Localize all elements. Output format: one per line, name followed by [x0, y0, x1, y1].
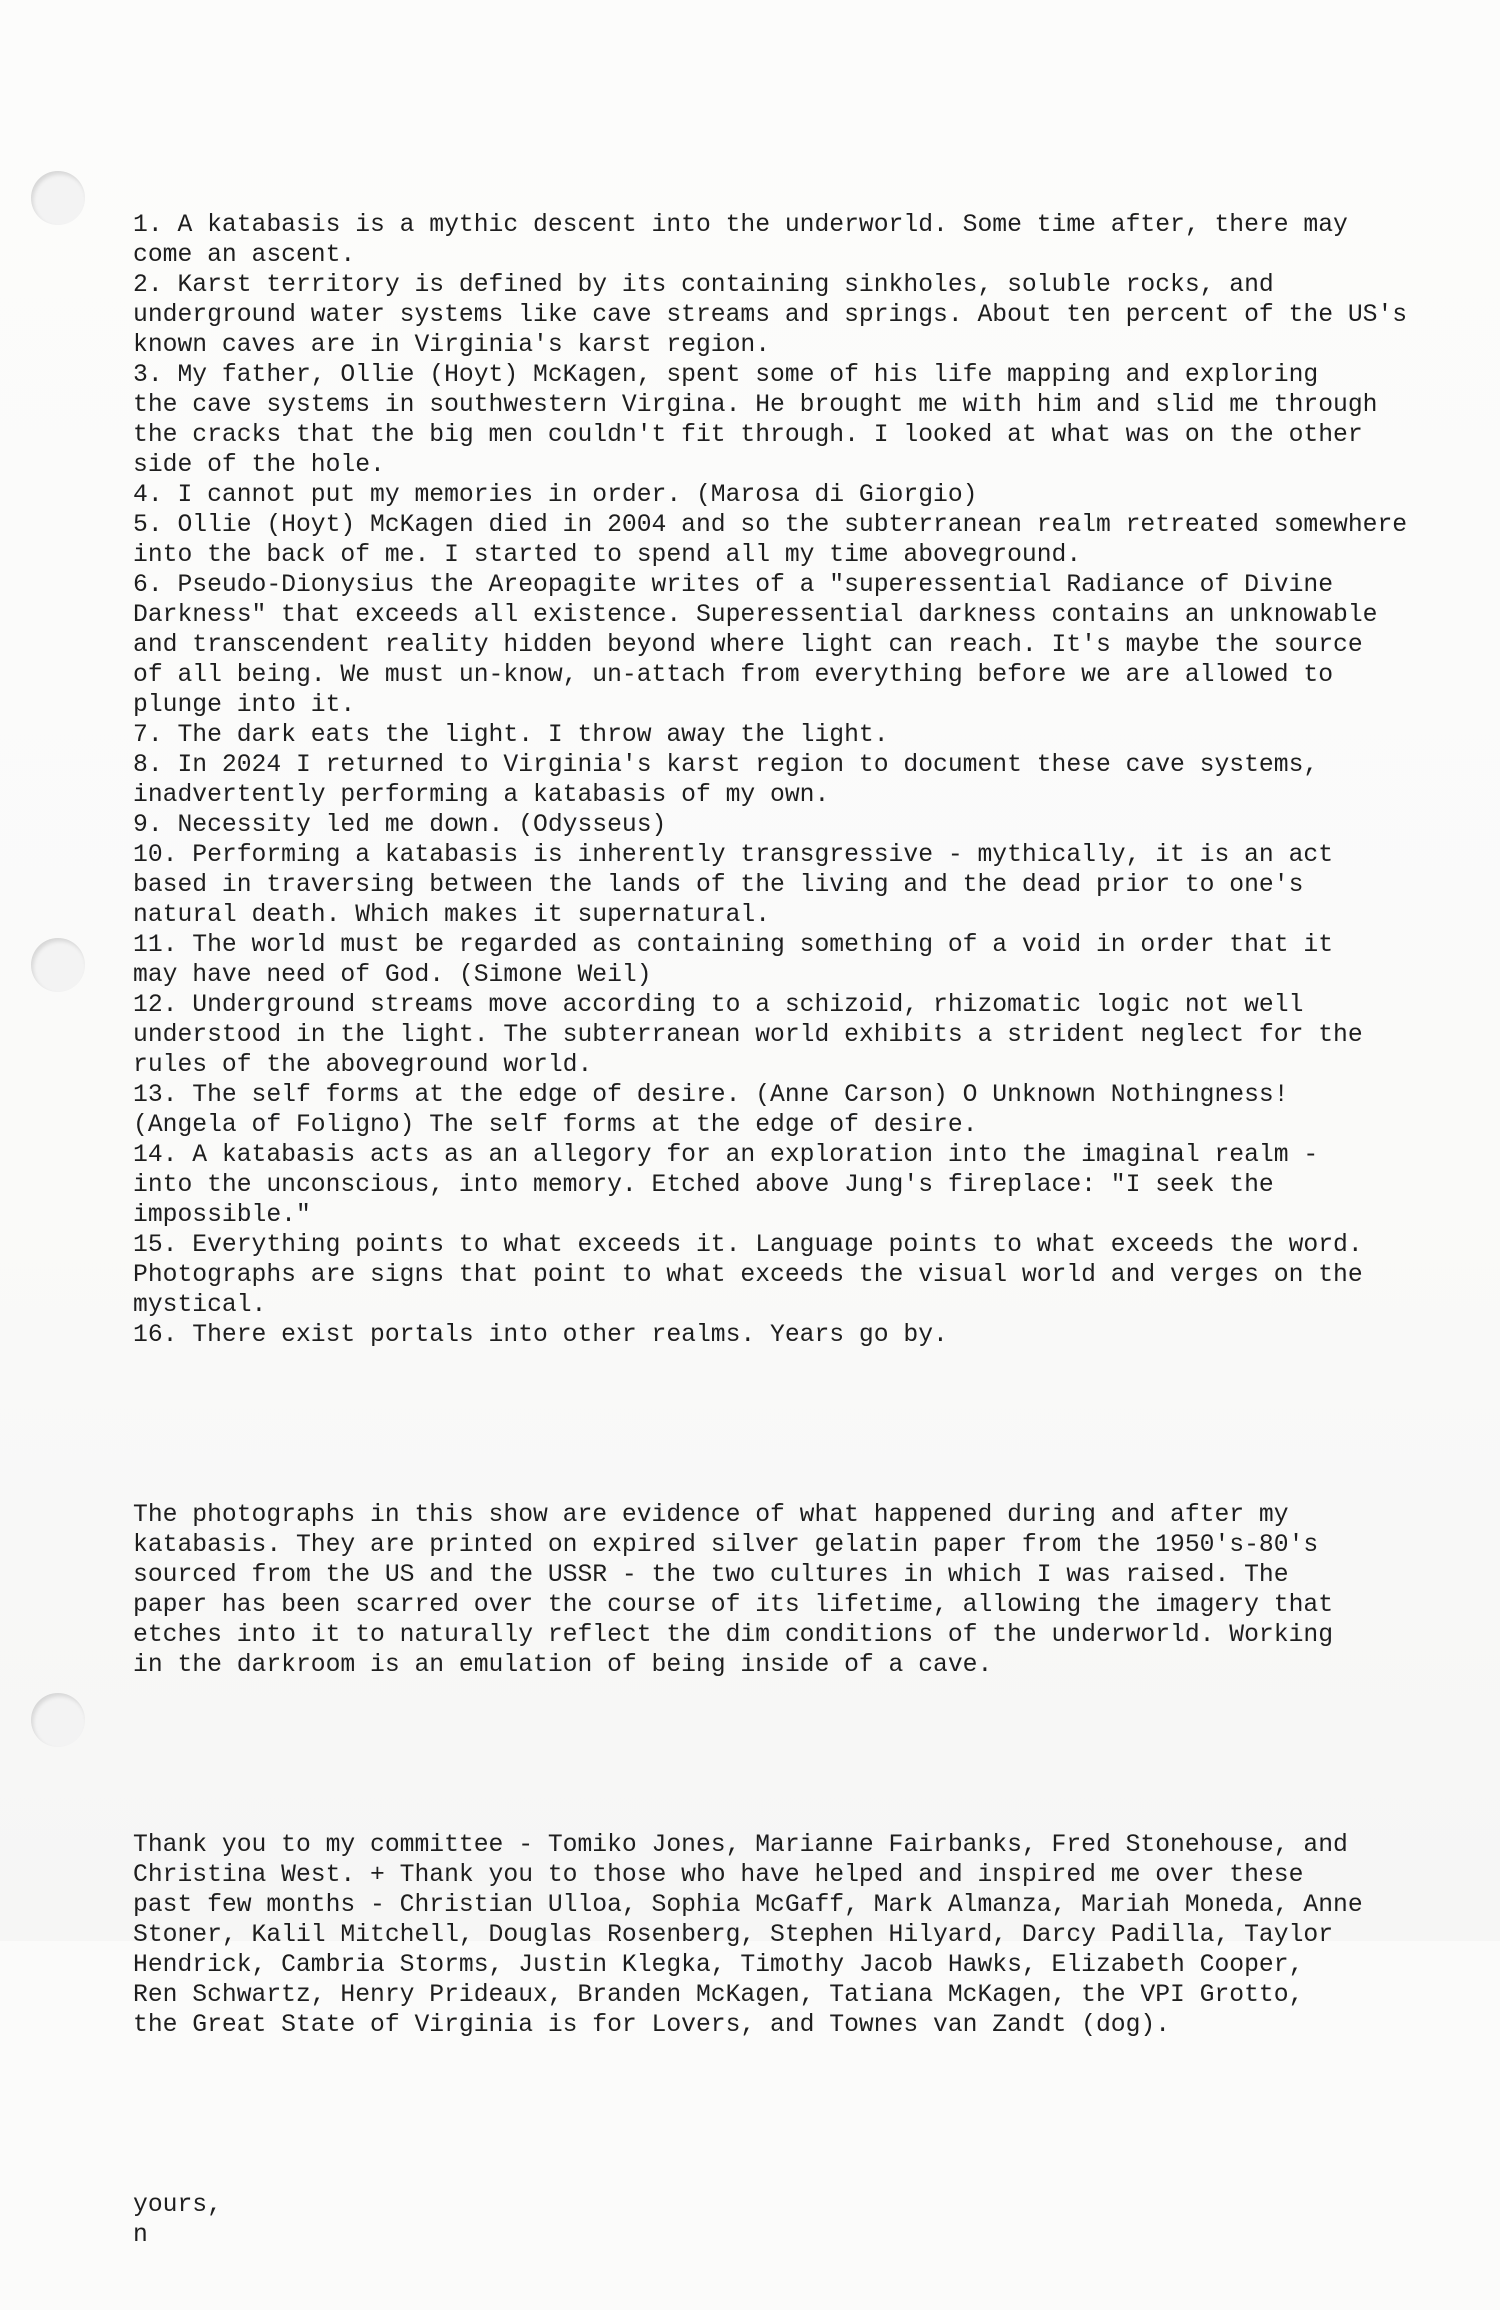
blank-line — [133, 1410, 1407, 1440]
text-line: mystical. — [133, 1291, 267, 1319]
text-line: inadvertently performing a katabasis of my own. — [133, 781, 830, 809]
text-line: based in traversing between the lands of the living and the dead prior to one's — [133, 871, 1304, 899]
text-line: Thank you to my committee - Tomiko Jones, Marianne Fairbanks, Fred Stonehouse, and — [133, 1831, 1348, 1859]
text-line: in the darkroom is an emulation of being inside of a cave. — [133, 1651, 993, 1679]
text-line: known caves are in Virginia's karst region. — [133, 331, 771, 359]
text-line: Ren Schwartz, Henry Prideaux, Branden McKagen, Tatiana McKagen, the VPI Grotto, — [133, 1981, 1304, 2009]
text-line: paper has been scarred over the course of its lifetime, allowing the imagery that — [133, 1591, 1334, 1619]
text-line: 6. Pseudo-Dionysius the Areopagite writes of a "superessential Radiance of Divine — [133, 571, 1334, 599]
text-line: past few months - Christian Ulloa, Sophia McGaff, Mark Almanza, Mariah Moneda, Anne — [133, 1891, 1363, 1919]
text-line: 7. The dark eats the light. I throw away the light. — [133, 721, 889, 749]
text-line: The photographs in this show are evidence of what happened during and after my — [133, 1501, 1289, 1529]
text-line: (Angela of Foligno) The self forms at the edge of desire. — [133, 1111, 978, 1139]
text-line: 3. My father, Ollie (Hoyt) McKagen, spent some of his life mapping and exploring — [133, 361, 1319, 389]
text-line: 10. Performing a katabasis is inherently transgressive - mythically, it is an act — [133, 841, 1334, 869]
text-line: 1. A katabasis is a mythic descent into the underworld. Some time after, there may — [133, 211, 1348, 239]
text-line: understood in the light. The subterranean world exhibits a strident neglect for the — [133, 1021, 1363, 1049]
text-line: plunge into it. — [133, 691, 356, 719]
text-line: 15. Everything points to what exceeds it. Language points to what exceeds the word. — [133, 1231, 1363, 1259]
text-line: rules of the aboveground world. — [133, 1051, 593, 1079]
text-line: may have need of God. (Simone Weil) — [133, 961, 652, 989]
text-line: Christina West. + Thank you to those who have helped and inspired me over these — [133, 1861, 1304, 1889]
text-line: the cracks that the big men couldn't fit through. I looked at what was on the other — [133, 421, 1363, 449]
text-line: 9. Necessity led me down. (Odysseus) — [133, 811, 667, 839]
text-line: natural death. Which makes it supernatural. — [133, 901, 771, 929]
text-line: n — [133, 2221, 148, 2249]
text-line: underground water systems like cave streams and springs. About ten percent of the US's — [133, 301, 1408, 329]
text-line: 13. The self forms at the edge of desire. (Anne Carson) O Unknown Nothingness! — [133, 1081, 1289, 1109]
text-line: sourced from the US and the USSR - the two cultures in which I was raised. The — [133, 1561, 1289, 1589]
blank-line — [133, 1740, 1407, 1770]
blank-line — [133, 2100, 1407, 2130]
text-line: Photographs are signs that point to what exceeds the visual world and verges on the — [133, 1261, 1363, 1289]
text-line: Hendrick, Cambria Storms, Justin Klegka, Timothy Jacob Hawks, Elizabeth Cooper, — [133, 1951, 1304, 1979]
text-line: into the back of me. I started to spend all my time aboveground. — [133, 541, 1082, 569]
text-line: etches into it to naturally reflect the dim conditions of the underworld. Working — [133, 1621, 1334, 1649]
text-line: into the unconscious, into memory. Etched above Jung's fireplace: "I seek the — [133, 1171, 1274, 1199]
numbered-notes — [133, 210, 1407, 1350]
text-line: of all being. We must un-know, un-attach from everything before we are allowed to — [133, 661, 1334, 689]
punch-hole — [31, 938, 85, 992]
punch-hole — [31, 171, 85, 225]
text-line: 11. The world must be regarded as containing something of a void in order that it — [133, 931, 1334, 959]
text-line: 14. A katabasis acts as an allegory for an exploration into the imaginal realm - — [133, 1141, 1319, 1169]
text-line: 4. I cannot put my memories in order. (Marosa di Giorgio) — [133, 481, 978, 509]
text-line: come an ascent. — [133, 241, 356, 269]
closing-signature — [133, 2190, 1407, 2250]
document-body — [133, 150, 1407, 2310]
text-line: 5. Ollie (Hoyt) McKagen died in 2004 and so the subterranean realm retreated somewhere — [133, 511, 1408, 539]
text-line: 2. Karst territory is defined by its containing sinkholes, soluble rocks, and — [133, 271, 1274, 299]
text-line: side of the hole. — [133, 451, 385, 479]
text-line: Stoner, Kalil Mitchell, Douglas Rosenberg, Stephen Hilyard, Darcy Padilla, Taylor — [133, 1921, 1334, 1949]
text-line: 12. Underground streams move according to a schizoid, rhizomatic logic not well — [133, 991, 1304, 1019]
text-line: impossible." — [133, 1201, 311, 1229]
acknowledgements — [133, 1830, 1407, 2040]
text-line: Darkness" that exceeds all existence. Superessential darkness contains an unknowable — [133, 601, 1378, 629]
artist-statement — [133, 1500, 1407, 1680]
text-line: katabasis. They are printed on expired silver gelatin paper from the 1950's-80's — [133, 1531, 1319, 1559]
text-line: 8. In 2024 I returned to Virginia's karst region to document these cave systems, — [133, 751, 1319, 779]
punch-hole — [31, 1693, 85, 1747]
text-line: yours, — [133, 2191, 222, 2219]
text-line: and transcendent reality hidden beyond where light can reach. It's maybe the source — [133, 631, 1363, 659]
text-line: 16. There exist portals into other realms. Years go by. — [133, 1321, 948, 1349]
text-line: the cave systems in southwestern Virgina. He brought me with him and slid me through — [133, 391, 1378, 419]
text-line: the Great State of Virginia is for Lovers, and Townes van Zandt (dog). — [133, 2011, 1171, 2039]
